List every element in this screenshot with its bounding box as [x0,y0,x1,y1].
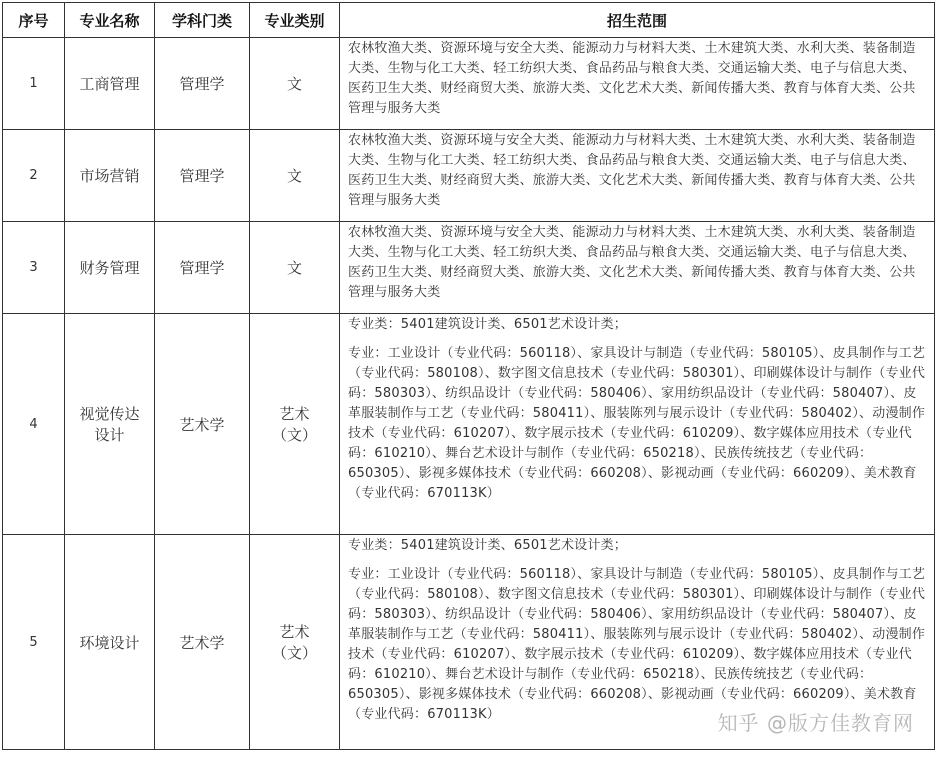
row-index: 4 [3,314,65,535]
row-index: 3 [3,222,65,314]
table-header-row [3,3,935,38]
row-scope-category: 专业类：5401建筑设计类、6501艺术设计类； [348,317,627,332]
table-row [3,314,935,535]
row-scope: 农林牧渔大类、资源环境与安全大类、能源动力与材料大类、土木建筑大类、水利大类、装备制造大类、生物与化工大类、轻工纺织大类、食品药品与粮食大类、交通运输大类、电子与信息大类、医药卫生大类、财经商贸大类、旅游大类、文化艺术大类、新闻传播大类、教育与体育大类、公共管理与服务大类 [340,222,935,314]
row-category: 文 [250,38,340,130]
row-major: 工商管理 [65,38,155,130]
row-scope-cell [340,314,935,535]
enrollment-table [2,2,935,750]
table-row [3,130,935,222]
header-category: 专业类别 [250,3,340,38]
row-index: 5 [3,535,65,750]
row-scope: 专业：工业设计（专业代码：560118）、家具设计与制造（专业代码：580105）、皮具制作与工艺（专业代码：580108）、数字图文信息技术（专业代码：580301）、印刷媒体设计与制作（专业代码：580303）、纺织品设计（专业代码：580406）、家用纺织品设计（专业代码：580407）、皮革服装制作与工艺（专业代码：580411）、服装陈列与展示设计（专业代码：580402）、动漫制作技术（专业代码：610207）、数字展示技术（专业代码：610209）、数字媒体应用技术（专业代码：610210）、舞台艺术设计与制作（专业代码：650218）、民族传统技艺（专业代码：650305）、影视多媒体技术（专业代码：660208）、影视动画（专业代码：660209）、美术教育（专业代码：670113K） [348,346,926,501]
row-category: 艺术（文） [250,535,340,750]
row-scope: 农林牧渔大类、资源环境与安全大类、能源动力与材料大类、土木建筑大类、水利大类、装备制造大类、生物与化工大类、轻工纺织大类、食品药品与粮食大类、交通运输大类、电子与信息大类、医药卫生大类、财经商贸大类、旅游大类、文化艺术大类、新闻传播大类、教育与体育大类、公共管理与服务大类 [340,130,935,222]
row-index: 1 [3,38,65,130]
table-row [3,38,935,130]
row-category: 文 [250,130,340,222]
row-scope: 专业：工业设计（专业代码：560118）、家具设计与制造（专业代码：580105）、皮具制作与工艺（专业代码：580108）、数字图文信息技术（专业代码：580301）、印刷媒体设计与制作（专业代码：580303）、纺织品设计（专业代码：580406）、家用纺织品设计（专业代码：580407）、皮革服装制作与工艺（专业代码：580411）、服装陈列与展示设计（专业代码：580402）、动漫制作技术（专业代码：610207）、数字展示技术（专业代码：610209）、数字媒体应用技术（专业代码：610210）、舞台艺术设计与制作（专业代码：650218）、民族传统技艺（专业代码：650305）、影视多媒体技术（专业代码：660208）、影视动画（专业代码：660209）、美术教育（专业代码：670113K） [348,567,926,722]
row-discipline: 管理学 [155,130,250,222]
watermark: 知乎 @版方佳教育网 [717,711,914,735]
header-discipline: 学科门类 [155,3,250,38]
header-index: 序号 [3,3,65,38]
row-scope: 农林牧渔大类、资源环境与安全大类、能源动力与材料大类、土木建筑大类、水利大类、装备制造大类、生物与化工大类、轻工纺织大类、食品药品与粮食大类、交通运输大类、电子与信息大类、医药卫生大类、财经商贸大类、旅游大类、文化艺术大类、新闻传播大类、教育与体育大类、公共管理与服务大类 [340,38,935,130]
row-major: 财务管理 [65,222,155,314]
row-discipline: 管理学 [155,38,250,130]
row-discipline: 艺术学 [155,535,250,750]
header-major: 专业名称 [65,3,155,38]
row-major: 环境设计 [65,535,155,750]
row-major: 视觉传达设计 [65,314,155,535]
row-category: 艺术（文） [250,314,340,535]
row-discipline: 艺术学 [155,314,250,535]
row-discipline: 管理学 [155,222,250,314]
row-scope-category: 专业类：5401建筑设计类、6501艺术设计类； [348,538,627,553]
table-row [3,222,935,314]
row-category: 文 [250,222,340,314]
row-index: 2 [3,130,65,222]
header-scope: 招生范围 [340,3,935,38]
row-major: 市场营销 [65,130,155,222]
